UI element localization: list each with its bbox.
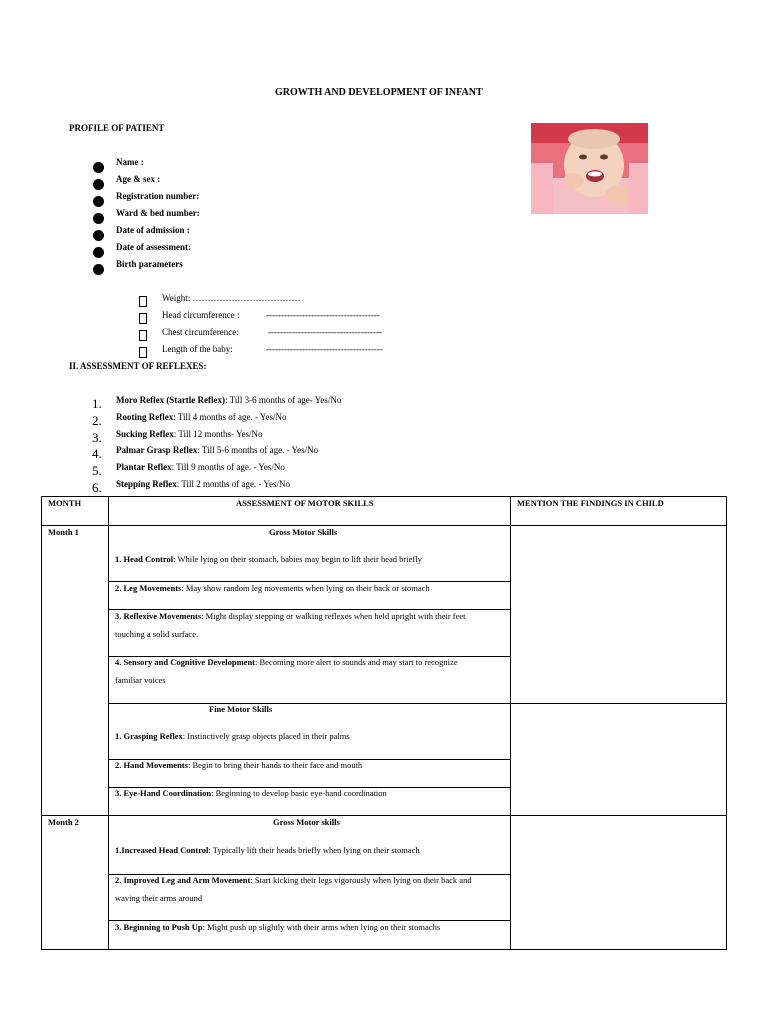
- table-divider: [108, 496, 109, 950]
- head-circumference-line: --------------------------------------: [266, 310, 380, 320]
- skill-item: 1.Increased Head Control: Typically lift their heads briefly when lying on their stomach: [115, 845, 420, 855]
- skill-item-continued: familiar voices: [115, 675, 166, 685]
- field-date-admission: Date of admission :: [116, 225, 190, 235]
- reflex-number: 1.: [92, 396, 102, 411]
- bullet-icon: [93, 213, 104, 224]
- skill-item: 2. Improved Leg and Arm Movement: Start kicking their legs vigorously when lying on their back and: [115, 875, 472, 885]
- reflex-number: 2.: [92, 413, 102, 428]
- field-ward-bed: Ward & bed number:: [116, 208, 200, 218]
- weight-label: Weight: ………………………………: [162, 293, 301, 303]
- bullet-icon: [93, 179, 104, 190]
- checkbox-icon: [139, 296, 147, 307]
- skill-item: 1. Grasping Reflex: Instinctively grasp objects placed in their palms: [115, 731, 350, 741]
- fine-motor-heading: Fine Motor Skills: [209, 704, 273, 714]
- skill-item: 1. Head Control: While lying on their stomach, babies may begin to lift their head briefly: [115, 554, 422, 564]
- reflex-number: 3.: [92, 430, 102, 445]
- field-birth-parameters: Birth parameters: [116, 259, 183, 269]
- table-divider: [41, 525, 727, 526]
- reflex-item: Stepping Reflex: Till 2 months of age. - Yes/No: [116, 479, 291, 489]
- skill-item: 2. Leg Movements: May show random leg movements when lying on their back or stomach: [115, 583, 430, 593]
- checkbox-icon: [139, 347, 147, 358]
- skill-item: 2. Hand Movements: Begin to bring their hands to their face and mouth: [115, 760, 363, 770]
- table-divider: [108, 920, 510, 921]
- skill-item: 4. Sensory and Cognitive Development: Becoming more alert to sounds and may start to recognize: [115, 657, 458, 667]
- bullet-icon: [93, 264, 104, 275]
- reflex-item: Moro Reflex (Startle Reflex): Till 3-6 months of age- Yes/No: [116, 395, 342, 405]
- header-month: MONTH: [48, 498, 82, 508]
- page-title: GROWTH AND DEVELOPMENT OF INFANT: [275, 87, 483, 98]
- table-divider: [41, 815, 727, 816]
- table-divider: [108, 581, 510, 582]
- month-2-label: Month 2: [48, 817, 79, 827]
- field-registration-number: Registration number:: [116, 191, 200, 201]
- checkbox-icon: [139, 330, 147, 341]
- checkbox-icon: [139, 313, 147, 324]
- month-1-label: Month 1: [48, 527, 79, 537]
- field-name: Name :: [116, 157, 144, 167]
- table-divider: [108, 609, 510, 610]
- header-findings: MENTION THE FINDINGS IN CHILD: [517, 498, 664, 508]
- field-date-assessment: Date of assessment:: [116, 242, 191, 252]
- reflex-number: 5.: [92, 463, 102, 478]
- head-circumference-label: Head circumference :: [162, 310, 240, 320]
- reflex-item: Sucking Reflex: Till 12 months- Yes/No: [116, 429, 263, 439]
- skill-item: 3. Eye-Hand Coordination: Beginning to develop basic eye-hand coordination: [115, 788, 387, 798]
- profile-heading: PROFILE OF PATIENT: [69, 123, 165, 133]
- bullet-icon: [93, 162, 104, 173]
- skill-item-continued: waving their arms around: [115, 893, 203, 903]
- skill-item: 3. Beginning to Push Up: Might push up slightly with their arms when lying on their stomachs: [115, 922, 441, 932]
- chest-circumference-line: --------------------------------------: [268, 327, 382, 337]
- bullet-icon: [93, 196, 104, 207]
- reflex-number: 6.: [92, 480, 102, 495]
- gross-motor-heading-2: Gross Motor skills: [273, 817, 340, 827]
- baby-photo: [531, 123, 648, 214]
- chest-circumference-label: Chest circumference:: [162, 327, 239, 337]
- bullet-icon: [93, 230, 104, 241]
- reflex-item: Rooting Reflex: Till 4 months of age. - Yes/No: [116, 412, 287, 422]
- reflex-item: Plantar Reflex: Till 9 months of age. - Yes/No: [116, 462, 285, 472]
- length-line: ---------------------------------------: [266, 344, 383, 354]
- table-divider: [510, 496, 511, 950]
- table-divider: [108, 703, 727, 704]
- skill-item: 3. Reflexive Movements: Might display stepping or walking reflexes when held upright with their feet: [115, 611, 466, 621]
- bullet-icon: [93, 247, 104, 258]
- gross-motor-heading: Gross Motor Skills: [269, 527, 338, 537]
- field-age-sex: Age & sex :: [116, 174, 161, 184]
- length-label: Length of the baby:: [162, 344, 233, 354]
- reflex-item: Palmar Grasp Reflex: Till 5-6 months of age. - Yes/No: [116, 445, 319, 455]
- header-assessment: ASSESSMENT OF MOTOR SKILLS: [236, 498, 374, 508]
- reflex-heading: II. ASSESSMENT OF REFLEXES:: [69, 361, 207, 371]
- skill-item-continued: touching a solid surface.: [115, 629, 199, 639]
- reflex-number: 4.: [92, 446, 102, 461]
